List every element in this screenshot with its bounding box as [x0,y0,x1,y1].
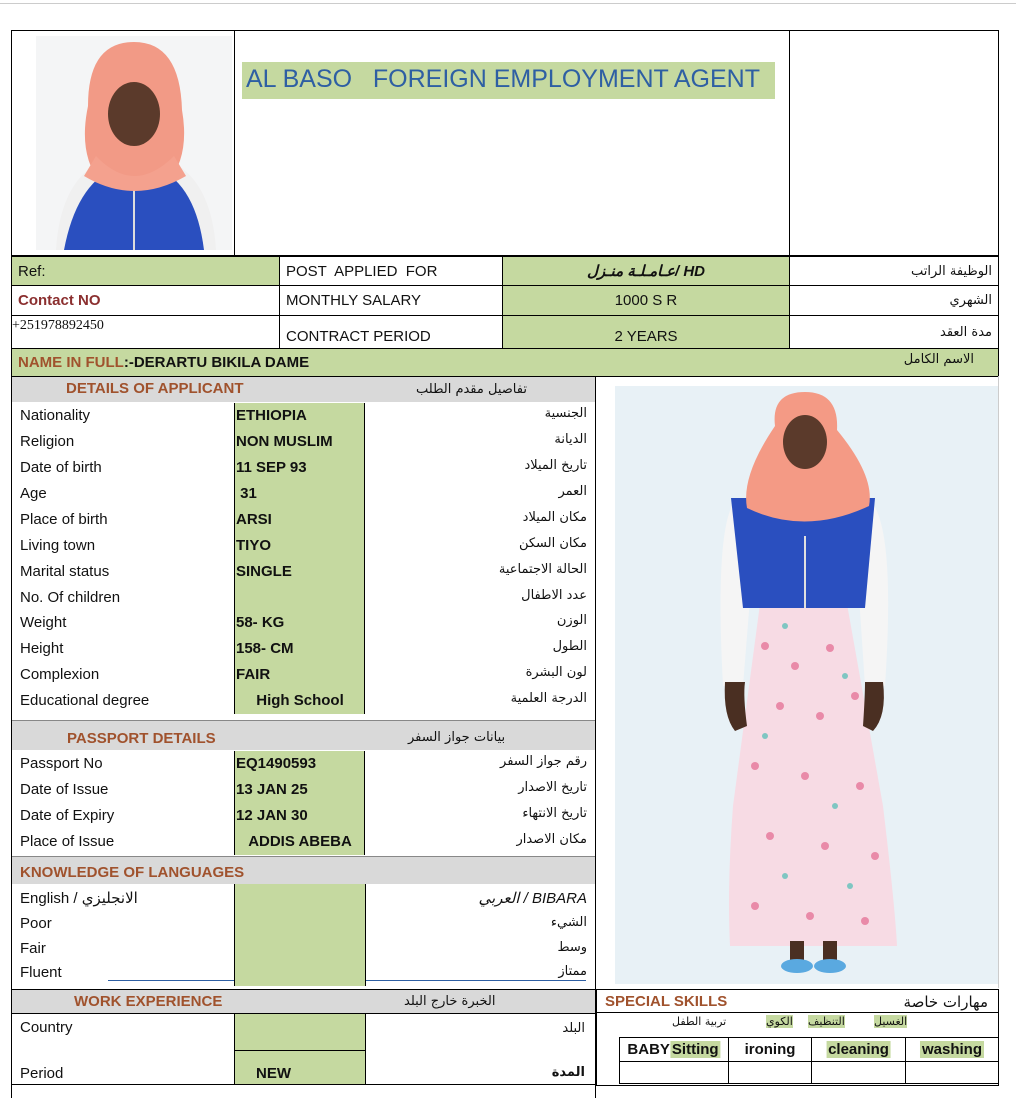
skill-cleaning: cleaning [828,1041,889,1058]
skill-cell-ironing [728,1037,812,1062]
english-label: English / الانجليزي [20,890,138,907]
passport-row [12,751,595,777]
detail-arabic: العمر [558,484,587,499]
lang-col-a [234,884,274,986]
post-value-cell [502,256,790,286]
passport-value: 12 JAN 30 [234,803,365,829]
arabic-label: العربي / BIBARA [478,890,587,907]
detail-row [12,403,595,429]
passport-label: Passport No [20,755,103,772]
phone-number: +251978892450 [12,318,104,333]
level-arabic-fluent: ممتاز [558,964,587,979]
work-divider [234,1050,366,1051]
passport-row [12,803,595,829]
skill-baby-word: BABY [627,1041,670,1058]
detail-label: Height [20,640,64,657]
detail-label: Religion [20,433,75,450]
languages-header [12,856,595,884]
work-title-arabic: الخبرة خارج البلد [404,994,496,1009]
skill-sitting-word: Sitting [671,1041,719,1058]
detail-arabic: الوزن [556,613,587,628]
contract-value: 2 YEARS [614,328,678,345]
salary-ar-cell [789,285,999,316]
detail-label: Complexion [20,666,100,683]
skills-en-row [619,1037,999,1085]
period-arabic: المدة [551,1065,585,1080]
detail-value: High School [234,688,365,714]
header-divider-left [234,30,235,256]
post-value: عـامـلـة منـزل/ HD [586,263,706,280]
languages-title: KNOWLEDGE OF LANGUAGES [20,864,245,881]
detail-label: Date of birth [20,459,102,476]
skill-ar-cleaning: التنظيف [808,1015,845,1028]
detail-row [12,636,595,662]
detail-label: Weight [20,614,67,631]
detail-value: FAIR [234,662,365,688]
detail-label: Place of birth [20,511,108,528]
skills-title-arabic: مهارات خاصة [903,993,988,1011]
detail-value: TIYO [234,533,365,559]
detail-row [12,688,595,714]
country-label: Country [20,1019,73,1036]
detail-value: ARSI [234,507,365,533]
skill-ar-washing: الغسيل [874,1015,908,1028]
lang-col-b [273,884,366,986]
name-arabic: الاسم الكامل [903,352,974,367]
passport-title-arabic: بيانات جواز السفر [408,730,506,745]
applicant-name: :-DERARTU BIKILA DAME [123,354,310,371]
post-ar-cell [789,256,999,286]
detail-row [12,429,595,455]
detail-row [12,559,595,585]
detail-label: Educational degree [20,692,150,709]
languages-grid [12,884,595,986]
level-label-fluent: Fluent [20,964,62,981]
detail-value: 158- CM [234,636,365,662]
salary-label: MONTHLY SALARY [286,292,422,309]
detail-arabic: لون البشرة [525,665,587,680]
salary-label-cell [279,285,503,316]
skill-empty-row [619,1061,999,1084]
passport-title: PASSPORT DETAILS [67,730,216,747]
skill-cell-baby-sitting [619,1037,729,1062]
work-title: WORK EXPERIENCE [74,993,223,1010]
page-frame [0,0,1016,4]
agency-title: AL BASO FOREIGN EMPLOYMENT AGENT [242,62,775,99]
phone-cell [11,315,280,349]
detail-label: Age [20,485,47,502]
detail-arabic: الديانة [554,432,587,447]
details-header [12,377,595,402]
detail-label: Living town [20,537,96,554]
contract-value-cell [502,315,790,349]
skill-baby-sitting [625,1041,722,1058]
detail-label: No. Of children [20,589,121,606]
passport-arabic: رقم جواز السفر [500,754,587,769]
contract-arabic: مدة العقد [940,324,992,340]
passport-label: Place of Issue [20,833,115,850]
passport-header [12,720,595,750]
details-title: DETAILS OF APPLICANT [66,380,244,397]
name-row [11,348,999,377]
detail-row [12,585,595,611]
detail-label: Nationality [20,407,91,424]
fluent-underline-right [366,980,586,981]
details-title-arabic: تفاصيل مقدم الطلب [416,382,527,397]
detail-arabic: الجنسية [544,406,587,421]
header-divider-right [789,30,790,256]
period-value: NEW [256,1065,291,1082]
work-header [12,989,595,1013]
applicant-portrait-small [36,36,232,250]
level-arabic-fair: وسط [557,940,587,955]
skill-empty-div2 [811,1061,812,1084]
detail-value: 31 [234,481,365,507]
detail-arabic: تاريخ الميلاد [524,458,587,473]
passport-value: ADDIS ABEBA [234,829,365,855]
passport-label: Date of Expiry [20,807,115,824]
level-arabic-poor: الشيء [550,915,587,930]
passport-arabic: تاريخ الانتهاء [522,806,587,821]
detail-row [12,610,595,636]
skill-empty-div1 [728,1061,729,1084]
detail-arabic: عدد الاطفال [521,588,587,603]
detail-arabic: الحالة الاجتماعية [498,562,587,577]
passport-arabic: تاريخ الاصدار [518,780,587,795]
contract-label-cell [279,315,503,349]
post-label: POST APPLIED FOR [286,262,438,280]
detail-value: ETHIOPIA [234,403,365,429]
detail-value [234,585,365,611]
detail-value: NON MUSLIM [234,429,365,455]
level-label-poor: Poor [20,915,52,932]
photo-right-border [998,376,999,988]
work-value-col [234,1014,366,1084]
detail-row [12,507,595,533]
passport-value: EQ1490593 [234,751,365,777]
detail-value: 58- KG [234,610,365,636]
detail-arabic: الدرجة العلمية [510,691,587,706]
skills-ar-row [596,1012,999,1036]
country-arabic: البلد [562,1021,585,1036]
salary-value-cell [502,285,790,316]
fluent-underline [108,980,234,981]
salary-value: 1000 S R [614,292,678,309]
detail-arabic: الطول [552,639,587,654]
detail-row [12,662,595,688]
salary-arabic: الشهري [949,293,992,308]
detail-arabic: مكان السكن [518,536,587,551]
detail-row [12,481,595,507]
skill-washing: washing [921,1041,983,1058]
skill-cell-cleaning [811,1037,906,1062]
ref-cell [11,256,280,286]
skill-ar-ironing: الكوي [766,1015,793,1028]
passport-row [12,777,595,803]
skill-ironing: ironing [744,1041,796,1058]
skill-ar-childcare: تربية الطفل [672,1015,727,1028]
ref-label: Ref: [18,262,46,280]
detail-label: Marital status [20,563,110,580]
skills-title: SPECIAL SKILLS [605,993,728,1010]
passport-row [12,829,595,855]
skill-cell-washing [905,1037,999,1062]
passport-label: Date of Issue [20,781,109,798]
detail-arabic: مكان الميلاد [522,510,587,525]
detail-value: 11 SEP 93 [234,455,365,481]
contact-cell [11,285,280,316]
skill-empty-div3 [905,1061,906,1084]
work-table [12,1013,595,1085]
detail-value: SINGLE [234,559,365,585]
post-label-cell [279,256,503,286]
level-label-fair: Fair [20,940,46,957]
period-label: Period [20,1065,64,1082]
detail-row [12,455,595,481]
post-arabic: الوظيفة الراتب [911,263,992,279]
passport-value: 13 JAN 25 [234,777,365,803]
name-label: NAME IN FULL [18,354,124,371]
applicant-photo-full [615,386,998,984]
passport-arabic: مكان الاصدار [516,832,587,847]
contract-ar-cell [789,315,999,349]
detail-row [12,533,595,559]
contact-label: Contact NO [18,292,101,309]
contract-label: CONTRACT PERIOD [286,328,431,345]
